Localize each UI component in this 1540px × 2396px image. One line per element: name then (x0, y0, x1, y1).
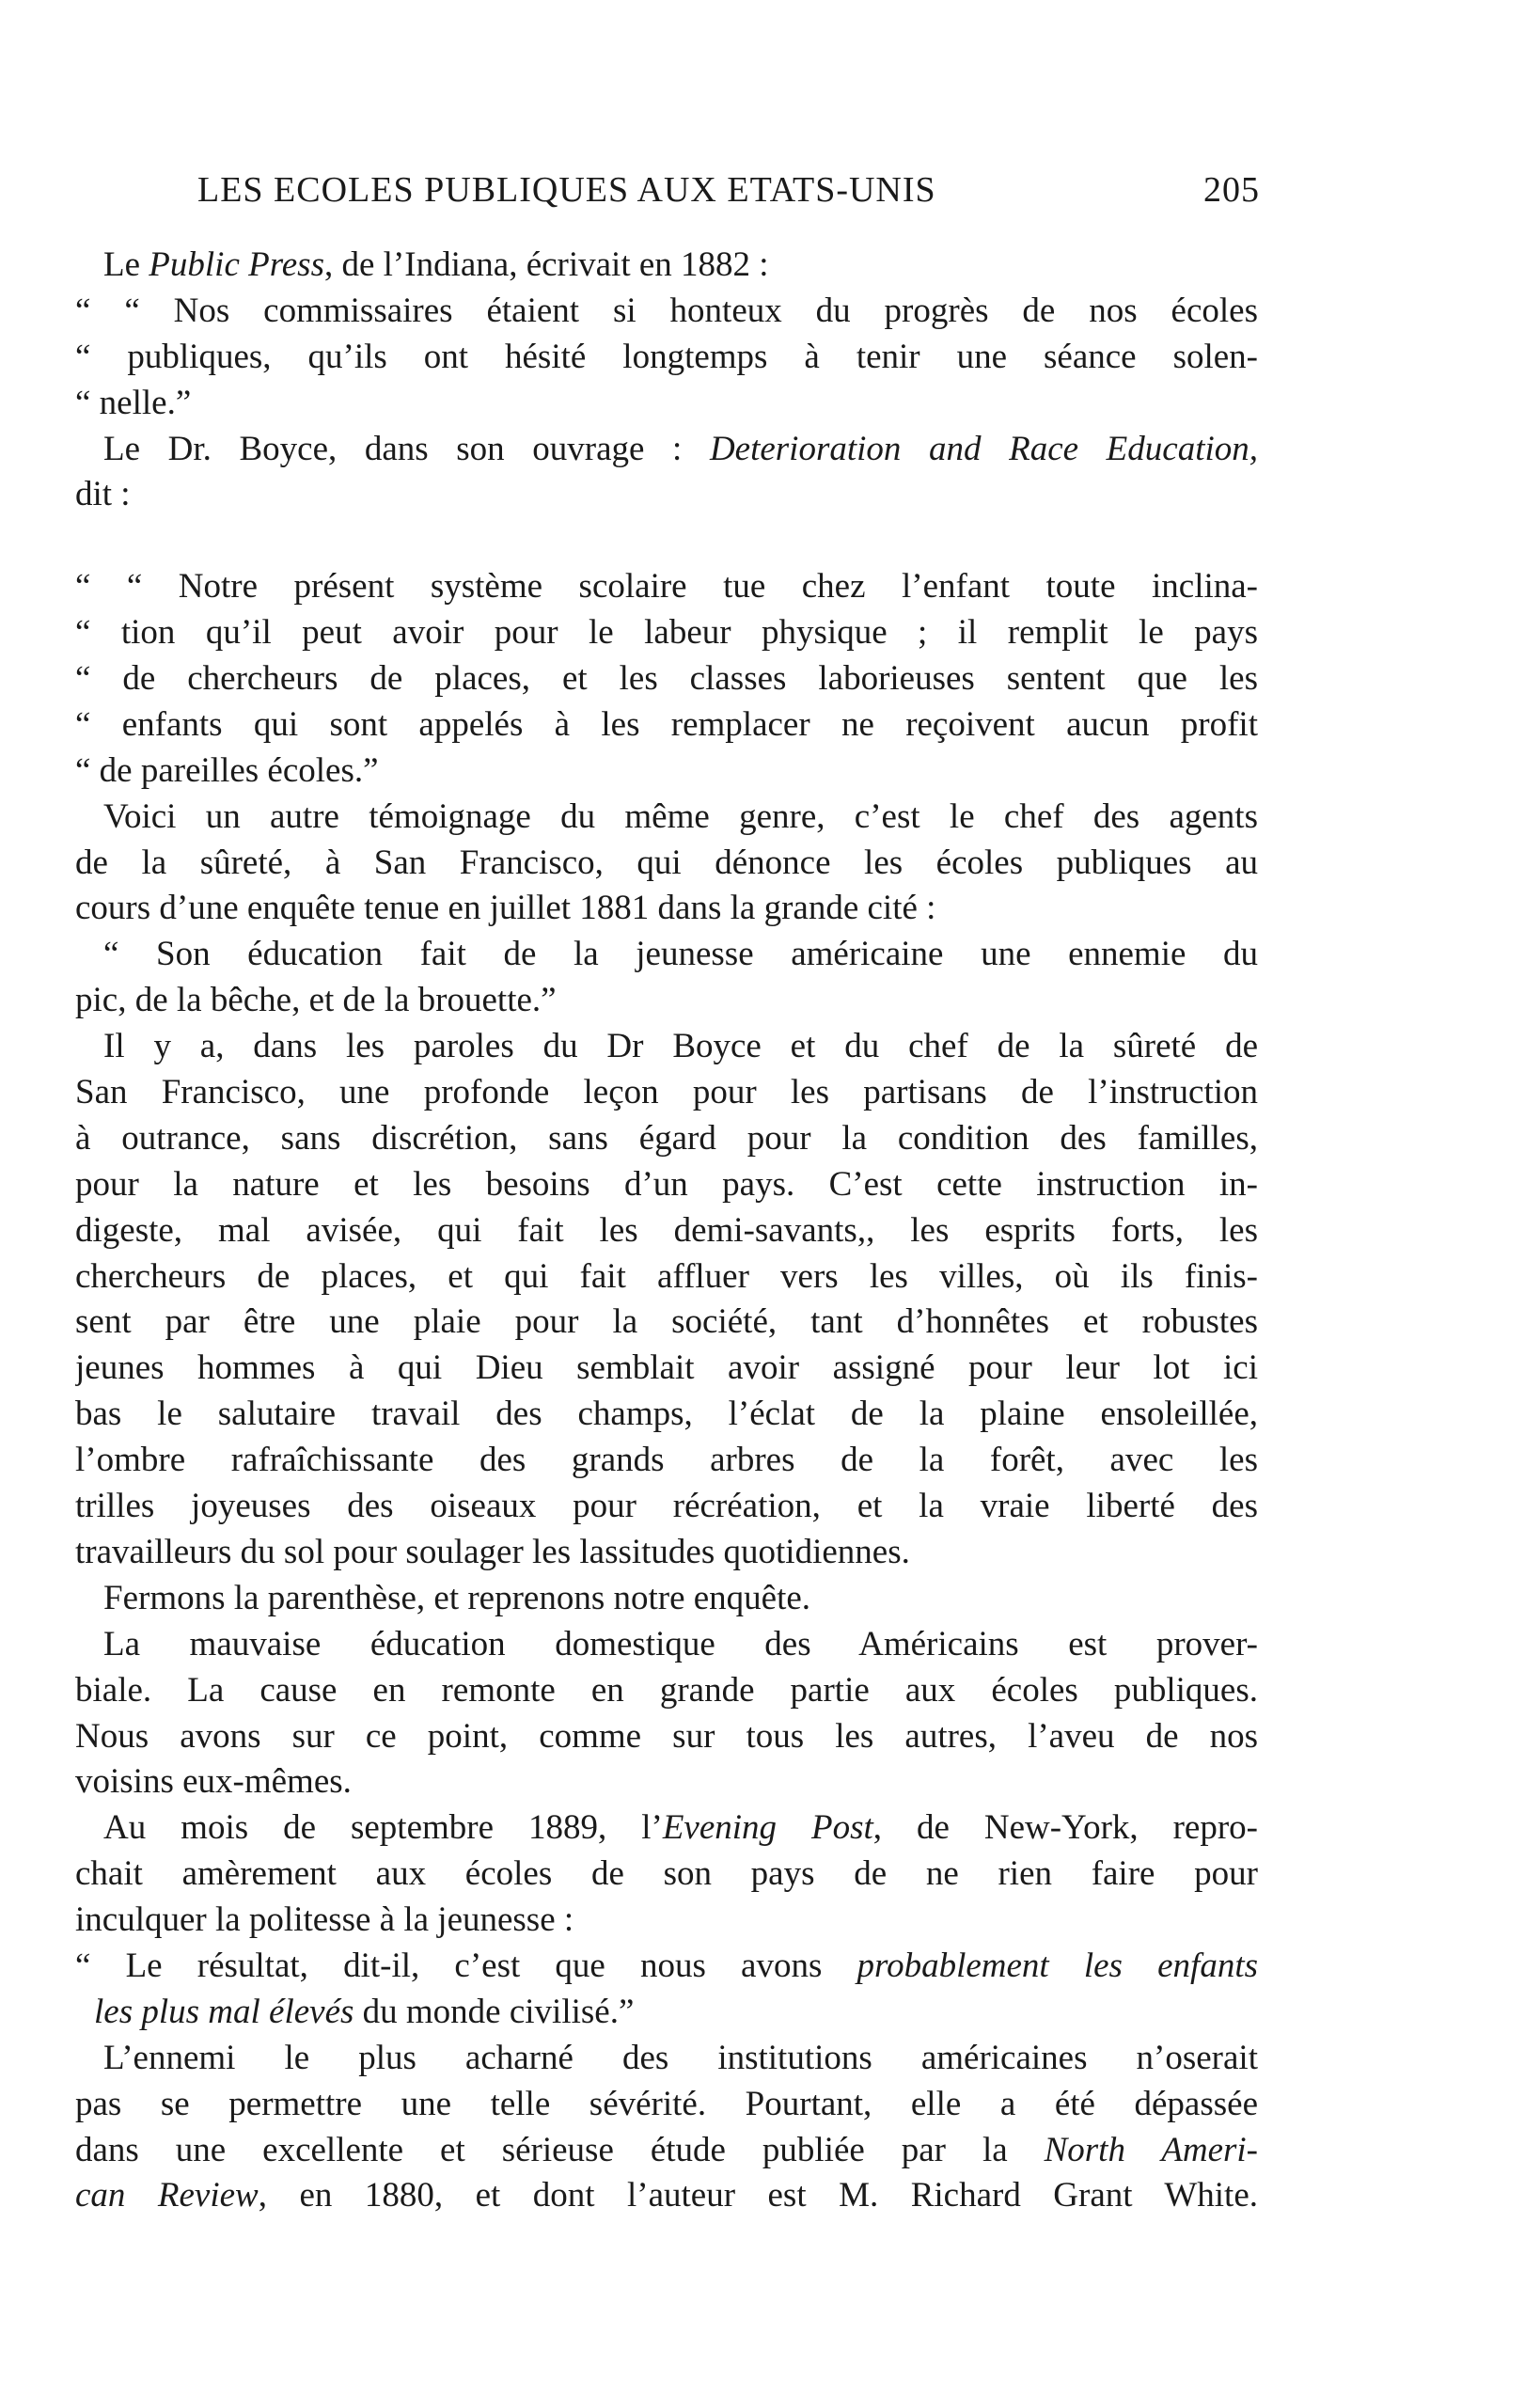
text-line (75, 841, 1258, 887)
text-line (75, 564, 1258, 610)
running-title: LES ECOLES PUBLIQUES AUX ETATS-UNIS (197, 170, 936, 210)
text-span: bas le salutaire travail des champs, l’éclat de la plaine ensoleillée, (75, 1395, 1258, 1434)
text-span: Le Dr. Boyce, dans son ouvrage : (103, 429, 710, 468)
italic-text: Evening Post (662, 1808, 873, 1848)
text-line (75, 932, 1258, 978)
text-span: pic, de la bêche, et de la brouette.” (75, 981, 557, 1020)
text-line (75, 1944, 1258, 1990)
text-span: “ nelle.” (75, 383, 192, 422)
text-span: biale. La cause en remonte en grande partie aux écoles publiques. (75, 1670, 1258, 1710)
text-line (75, 2036, 1258, 2082)
text-line (75, 518, 1258, 564)
text-line (75, 1576, 1258, 1622)
text-span: pas se permettre une telle sévérité. Pourtant, elle a été dépassée (75, 2084, 1258, 2123)
text-line (75, 749, 1258, 795)
text-line (75, 656, 1258, 702)
text-line (75, 1714, 1258, 1760)
text-span: San Francisco, une profonde leçon pour les partisans de l’instruction (75, 1073, 1258, 1112)
text-line (75, 1805, 1258, 1852)
text-line (75, 1898, 1258, 1944)
text-line (75, 886, 1258, 932)
text-span: voisins eux-mêmes. (75, 1762, 352, 1802)
text-line (75, 1024, 1258, 1070)
text-span: inculquer la politesse à la jeunesse : (75, 1900, 574, 1940)
italic-text: Public Press (149, 245, 324, 284)
text-span: “ tion qu’il peut avoir pour le labeur physique ; il remplit le pays (75, 613, 1258, 653)
text-span: Il y a, dans les paroles du Dr Boyce et du chef de la sûreté de (103, 1027, 1258, 1066)
italic-text: probablement les enfants (856, 1946, 1258, 1985)
text-span: dans une excellente et sérieuse étude publiée par la (75, 2130, 1045, 2169)
text-span: pour la nature et les besoins d’un pays. C’est cette instruction in- (75, 1164, 1258, 1204)
page-number: 205 (1203, 170, 1260, 210)
text-span: l’ombre rafraîchissante des grands arbres de la forêt, avec les (75, 1441, 1258, 1480)
text-span: , en 1880, et dont l’auteur est M. Richard Grant White. (258, 2176, 1258, 2215)
text-line (75, 1668, 1258, 1714)
italic-text: Deterioration and Race Education, (709, 429, 1258, 468)
text-span: “ “ Nos commissaires étaient si honteux du progrès de nos écoles (75, 291, 1258, 330)
text-span: Fermons la parenthèse, et reprenons notre enquête. (103, 1578, 811, 1617)
italic-text: can Review (75, 2176, 259, 2215)
text-span: “ de pareilles écoles.” (75, 750, 379, 790)
text-line (75, 1622, 1258, 1668)
text-span: La mauvaise éducation domestique des Américains est prover- (103, 1624, 1258, 1663)
text-span: de la sûreté, à San Francisco, qui dénonce les écoles publiques au (75, 843, 1258, 882)
text-line (75, 702, 1258, 749)
text-line (75, 1070, 1258, 1116)
text-line (75, 1438, 1258, 1484)
text-line (75, 1759, 1258, 1805)
text-span: cours d’une enquête tenue en juillet 1881 dans la grande cité : (75, 889, 936, 928)
text-span: , de l’Indiana, écrivait en 1882 : (323, 245, 769, 284)
text-span: Au mois de septembre 1889, l’ (103, 1808, 663, 1848)
text-span: sent par être une plaie pour la société, tant d’honnêtes et robustes (75, 1302, 1258, 1342)
text-line (75, 1254, 1258, 1300)
text-line (75, 1990, 1258, 2036)
text-line (75, 335, 1258, 381)
text-line (75, 427, 1258, 473)
text-span: jeunes hommes à qui Dieu semblait avoir assigné pour leur lot ici (75, 1348, 1258, 1388)
text-span: digeste, mal avisée, qui fait les demi-savants,, les esprits forts, les (75, 1210, 1258, 1250)
text-span: du monde civilisé.” (354, 1992, 635, 2031)
text-span: Nous avons sur ce point, comme sur tous les autres, l’aveu de nos (75, 1716, 1258, 1756)
text-span: “ Son éducation fait de la jeunesse américaine une ennemie du (103, 935, 1258, 974)
text-span: “ publiques, qu’ils ont hésité longtemps à tenir une séance solen- (75, 337, 1258, 376)
text-line (75, 1162, 1258, 1208)
text-line (75, 795, 1258, 841)
text-span: à outrance, sans discrétion, sans égard pour la condition des familles, (75, 1118, 1258, 1158)
text-span: L’ennemi le plus acharné des institutions américaines n’oserait (103, 2038, 1258, 2077)
text-span: Le (103, 245, 149, 284)
text-line (75, 1852, 1258, 1898)
text-span: “ enfants qui sont appelés à les remplacer ne reçoivent aucun profit (75, 704, 1258, 744)
text-line (75, 978, 1258, 1024)
text-span: “ Le résultat, dit-il, c’est que nous avons (75, 1946, 857, 1985)
text-line (75, 243, 1258, 289)
text-line (75, 2082, 1258, 2128)
text-span: Voici un autre témoignage du même genre, c’est le chef des agents (103, 796, 1258, 836)
text-span: chercheurs de places, et qui fait affluer vers les villes, où ils finis- (75, 1256, 1258, 1296)
text-span: , de New-York, repro- (872, 1808, 1258, 1848)
text-line (75, 2173, 1258, 2219)
text-line (75, 289, 1258, 335)
text-span: dit : (75, 475, 131, 514)
text-line (75, 610, 1258, 656)
text-line (75, 2128, 1258, 2174)
italic-text: les plus mal élevés (94, 1992, 354, 2031)
text-line (75, 1530, 1258, 1576)
text-line (75, 1208, 1258, 1254)
text-line (75, 472, 1258, 518)
text-line (75, 1346, 1258, 1392)
text-line (75, 1484, 1258, 1530)
text-line (75, 381, 1258, 427)
text-span: travailleurs du sol pour soulager les lassitudes quotidiennes. (75, 1532, 910, 1571)
text-span: “ “ Notre présent système scolaire tue chez l’enfant toute inclina- (75, 567, 1258, 607)
italic-text: North Ameri- (1044, 2130, 1258, 2169)
text-span: chait amèrement aux écoles de son pays de ne rien faire pour (75, 1854, 1258, 1894)
text-line (75, 1392, 1258, 1438)
text-span: trilles joyeuses des oiseaux pour récréation, et la vraie liberté des (75, 1487, 1258, 1526)
text-line (75, 1116, 1258, 1162)
text-span: “ de chercheurs de places, et les classes laborieuses sentent que les (75, 659, 1258, 699)
body-text (75, 243, 1258, 2219)
text-line (75, 1300, 1258, 1346)
